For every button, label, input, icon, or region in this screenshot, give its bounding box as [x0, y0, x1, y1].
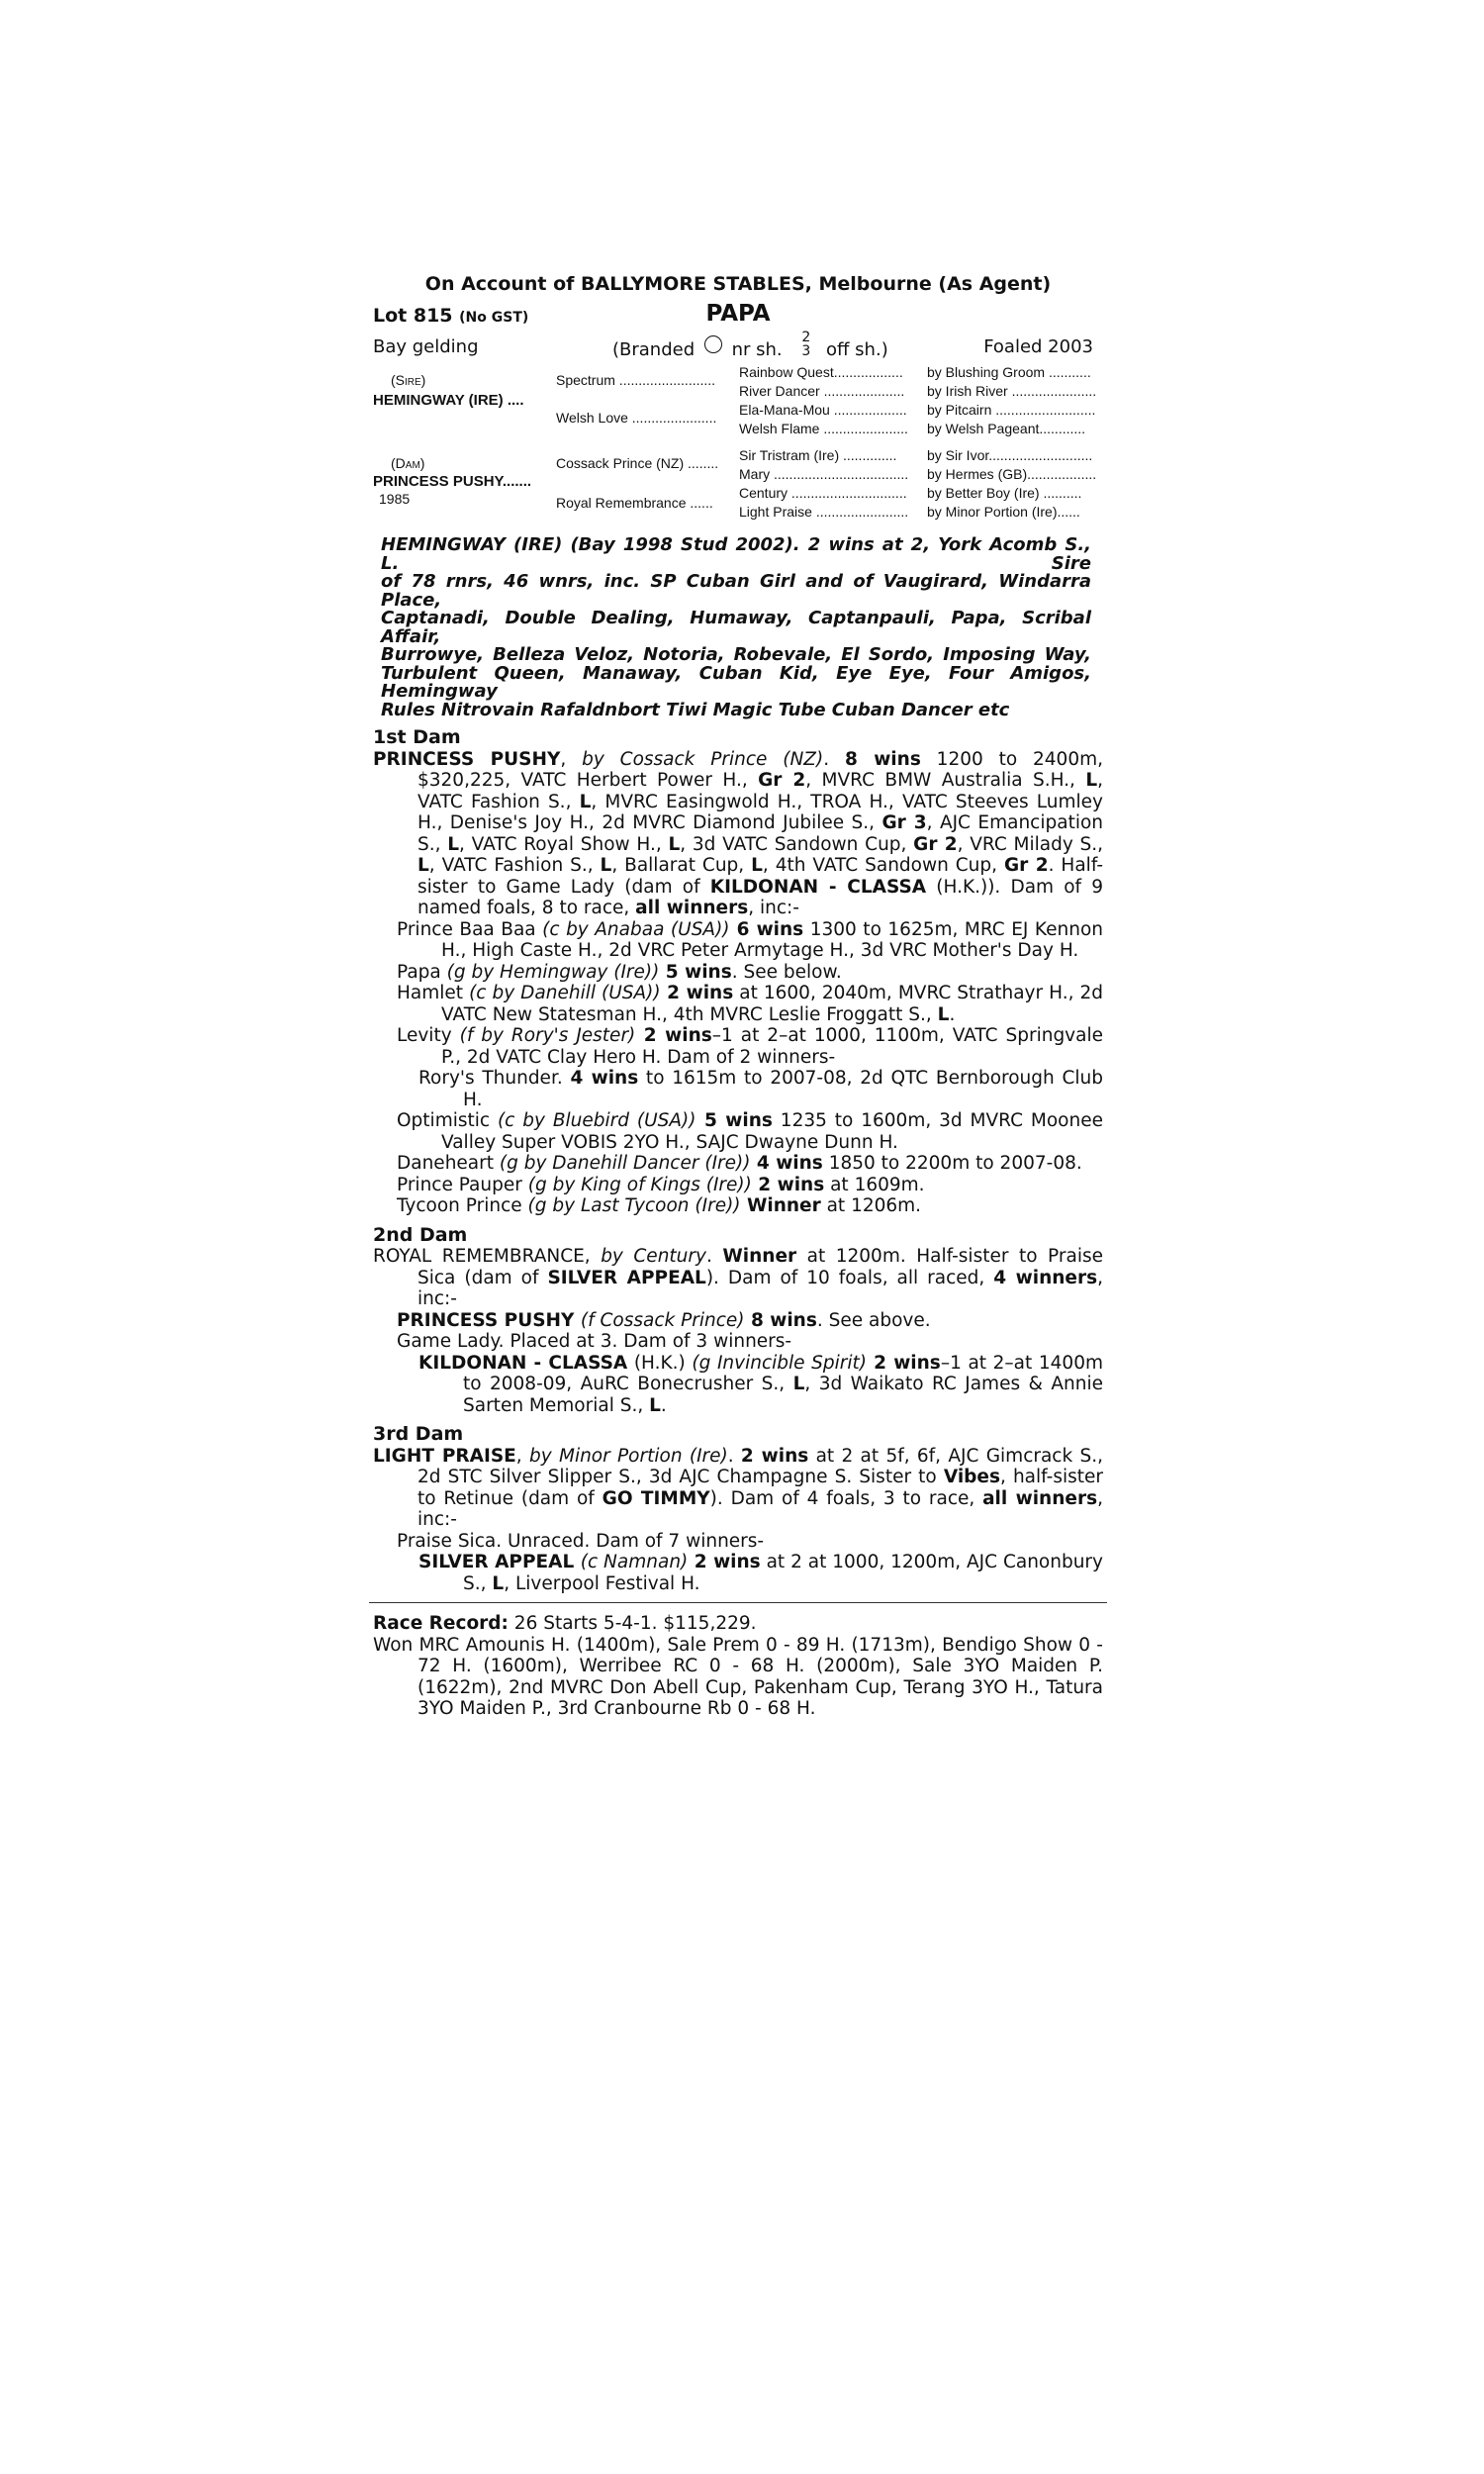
dam-name: PRINCESS PUSHY....... — [373, 473, 532, 490]
foal-record: 1850 to 2200m to 2007-08. — [822, 1153, 1082, 1174]
entry-text: . Half-sister to Game Lady (dam of — [417, 855, 1103, 898]
foal-name: KILDONAN - CLASSA — [418, 1352, 628, 1374]
third-dam-section — [373, 1424, 1103, 1594]
brand-suffix: off sh.) — [826, 339, 888, 360]
entry-text: at 2 at 5f, 6f, AJC Gimcrack S., 2d STC Silver Slipper S., 3d AJC Champagne S. Sister to — [417, 1445, 1104, 1487]
lot-label: Lot 815 — [373, 305, 453, 327]
win-count: 8 wins — [844, 748, 921, 770]
g4-sire: by Better Boy (Ire) .......... — [927, 485, 1082, 501]
foal-record: Game Lady. Placed at 3. Dam of 3 winners- — [397, 1331, 792, 1352]
entry-text: at 1200m. Half-sister to Praise Sica (dam of — [417, 1246, 1103, 1288]
win-count: Winner — [722, 1246, 797, 1267]
all-winners: all winners — [635, 898, 749, 918]
listed-label: L — [649, 1394, 661, 1416]
foal-record: at 1206m. — [820, 1195, 922, 1216]
entry-text: , VATC Fashion S., — [428, 855, 601, 876]
grade-label: Gr 3 — [881, 812, 927, 833]
g4-sire: by Pitcairn .......................... — [927, 402, 1096, 418]
winner-count: 4 winners — [993, 1267, 1098, 1288]
foal-record: –1 at 2–at 1400m to 2008-09, AuRC Bonecrusher S., — [463, 1352, 1103, 1394]
dam-dam: Royal Remembrance ...... — [556, 495, 713, 511]
listed-label: L — [792, 1374, 805, 1394]
entry-text: (H.K.) — [627, 1352, 693, 1374]
race-record-details: Won MRC Amounis H. (1400m), Sale Prem 0 - 89 H. (1713m), Bendigo Show 0 - 72 H. (1600m), Werribee RC 0 - 68 H. (2000m), Sale 3YO Maiden P. (1622m), 2nd MVRC Don Abell Cup, Pakenham Cup, Terang 3YO H., Tatura 3YO Maiden P., 3rd Cranbourne Rb 0 - 68 H. — [373, 1634, 1103, 1719]
brand-mid: nr sh. — [731, 339, 783, 360]
dam-name: LIGHT PRAISE — [373, 1445, 516, 1467]
entry-text: , VATC Fashion S., — [417, 770, 1104, 812]
foal-record: . See below. — [731, 961, 842, 983]
foal-wins: 8 wins — [744, 1309, 817, 1331]
listed-label: L — [751, 855, 763, 876]
grade-label: Gr 2 — [1003, 855, 1049, 876]
foal-wins: Winner — [740, 1195, 821, 1216]
foal-sire: (g Invincible Spirit) — [692, 1352, 867, 1374]
entry-text: , AJC Emancipation S., — [417, 812, 1104, 855]
foal-sire: (c by Anabaa (USA)) — [542, 918, 730, 940]
g3-ancestor: River Dancer ..................... — [739, 383, 905, 399]
sire-summary — [381, 536, 1091, 719]
brand-description — [612, 331, 888, 358]
entry-text: 1200 to 2400m, $320,225, VATC Herbert Power H., — [417, 748, 1103, 791]
g3-ancestor: Ela-Mana-Mou ................... — [739, 402, 907, 418]
foal-record: at 1609m. — [824, 1174, 925, 1195]
foal-record: at 2 at 1000, 1200m, AJC Canonbury S., — [463, 1552, 1103, 1594]
entry-text: , inc:- — [417, 1267, 1103, 1309]
brand-num-top: 2 — [801, 330, 811, 345]
listed-label: L — [1085, 770, 1098, 791]
foal-record: to 1615m to 2007-08, 2d QTC Bernborough Club H. — [463, 1068, 1103, 1110]
entry-text: , VRC Milady S., — [957, 833, 1104, 855]
lot-row — [373, 301, 1103, 331]
listed-label: L — [579, 791, 592, 812]
sire-summary-line: of 78 rnrs, 46 wnrs, inc. SP Cuban Girl and of Vaugirard, Windarra Place, — [381, 571, 1091, 611]
catalogue-page — [373, 273, 1103, 1720]
second-dam-entry — [373, 1246, 1103, 1310]
foal-record: Praise Sica. Unraced. Dam of 7 winners- — [397, 1530, 765, 1552]
notable-horse: GO TIMMY — [602, 1487, 710, 1509]
g3-ancestor: Mary ................................... — [739, 466, 909, 482]
foal-name: Prince Baa Baa — [397, 918, 543, 940]
foal-wins: 2 wins — [751, 1174, 825, 1195]
foal-entry — [373, 1175, 1103, 1196]
listed-label: L — [447, 833, 460, 855]
foal-sire: (f Cossack Prince) — [580, 1309, 745, 1331]
g4-sire: by Irish River ...................... — [927, 383, 1097, 399]
entry-text: , half-sister to Retinue (dam of — [417, 1467, 1103, 1509]
section-heading: 3rd Dam — [373, 1423, 464, 1445]
foal-record: at 1600, 2040m, MVRC Strathayr H., 2d VATC New Statesman H., 4th MVRC Leslie Froggatt S., — [441, 983, 1103, 1025]
entry-text: . — [705, 1246, 723, 1267]
g4-sire: by Sir Ivor........................... — [927, 447, 1093, 463]
foal-wins: 2 wins — [635, 1025, 712, 1046]
listed-label: L — [600, 855, 612, 876]
grade-label: Gr 2 — [913, 833, 958, 855]
foal-record: , 3d Waikato RC James & Annie Sarten Memorial S., — [463, 1374, 1103, 1416]
race-record-section — [373, 1613, 1103, 1720]
brand-num-bottom: 3 — [801, 343, 811, 359]
g4-sire: by Minor Portion (Ire)...... — [927, 504, 1080, 520]
dam-name: PRINCESS PUSHY — [373, 748, 561, 770]
foal-sire: (c by Bluebird (USA)) — [497, 1110, 696, 1131]
foal-record: , Liverpool Festival H. — [504, 1572, 700, 1594]
section-heading: 1st Dam — [373, 726, 461, 748]
gst-note: (No GST) — [459, 310, 529, 326]
second-dam-section — [373, 1225, 1103, 1417]
foal-name: Levity — [397, 1025, 460, 1046]
foal-name: Daneheart — [397, 1153, 500, 1174]
dam-sire: by Century — [601, 1246, 706, 1267]
foal-wins: 6 wins — [729, 918, 804, 940]
foal-sire: (g by Danehill Dancer (Ire)) — [499, 1153, 751, 1174]
foal-record: . — [660, 1394, 667, 1416]
foal-name: Tycoon Prince — [397, 1195, 528, 1216]
g3-ancestor: Welsh Flame ...................... — [739, 421, 908, 436]
race-record-summary — [373, 1613, 1103, 1635]
entry-text: , MVRC BMW Australia S.H., — [805, 770, 1086, 791]
listed-label: L — [492, 1572, 505, 1594]
entry-text: , — [515, 1445, 529, 1467]
granddam-foal-entry — [373, 1353, 1103, 1417]
brand-prefix: (Branded — [612, 339, 696, 360]
foal-entry — [373, 1195, 1103, 1217]
foal-wins: 5 wins — [696, 1110, 773, 1131]
g4-sire: by Hermes (GB).................. — [927, 466, 1097, 482]
pedigree-table — [373, 364, 1103, 526]
section-heading: 2nd Dam — [373, 1223, 468, 1246]
foal-entry — [373, 962, 1103, 984]
sire-sire: Spectrum ......................... — [556, 372, 716, 388]
entry-text: , inc:- — [748, 898, 799, 918]
foal-entry — [373, 1153, 1103, 1175]
foal-entry — [373, 1531, 1103, 1553]
foal-wins: 4 wins — [750, 1153, 823, 1174]
granddam-foal-entry — [373, 1552, 1103, 1594]
foal-entry — [373, 1310, 1103, 1332]
g3-ancestor: Light Praise ........................ — [739, 504, 909, 520]
horse-name: PAPA — [705, 301, 771, 327]
dam-sire: by Cossack Prince (NZ) — [582, 748, 824, 770]
brand-mark-icon — [704, 335, 722, 353]
g3-ancestor: Sir Tristram (Ire) .............. — [739, 447, 897, 463]
win-count: 2 wins — [740, 1445, 809, 1467]
foal-name: PRINCESS PUSHY — [397, 1309, 581, 1331]
description-row — [373, 331, 1103, 364]
sire-role-label: (Sire) — [391, 372, 426, 388]
foal-entry — [373, 1025, 1103, 1068]
sire-summary-line: Rules Nitrovain Rafaldnbort Tiwi Magic Tube Cuban Dancer etc — [381, 699, 1010, 720]
listed-label: L — [937, 1003, 950, 1025]
foal-sire: (f by Rory's Jester) — [459, 1025, 636, 1046]
dam-role-label: (Dam) — [391, 455, 425, 471]
listed-label: L — [668, 833, 681, 855]
first-dam-entry: PRINCESS PUSHY, by Cossack Prince (NZ). 8 wins 1200 to 2400m, $320,225, VATC Herbert Power H., Gr 2, MVRC BMW Australia S.H., L, VATC Fashion S., L, MVRC Easingwold H., TROA H., VATC Steeves Lumley H., Denise's Joy H., 2d MVRC Diamond Jubilee S., Gr 3, AJC Emancipation S., L, VATC Royal Show H., L, 3d VATC Sandown Cup, Gr 2, VRC Milady S., L, VATC Fashion S., L, Ballarat Cup, L, 4th VATC Sandown Cup, Gr 2. Half-sister to Game Lady (dam of KILDONAN - CLASSA (H.K.)). Dam of 9 named foals, 8 to race, all winners, inc:- — [373, 748, 1104, 918]
foal-sire: (g by Hemingway (Ire)) — [446, 961, 660, 983]
entry-text: , 4th VATC Sandown Cup, — [762, 855, 1004, 876]
foal-sire: (c by Danehill (USA)) — [469, 983, 661, 1003]
foal-wins: 5 wins — [659, 961, 732, 983]
foal-wins: 2 wins — [866, 1352, 941, 1374]
notable-horse: Vibes — [943, 1467, 1000, 1487]
dam-sire: by Minor Portion (Ire) — [528, 1445, 728, 1467]
listed-label: L — [417, 855, 429, 876]
entry-text: , VATC Royal Show H., — [459, 833, 669, 855]
foal-record: . See above. — [816, 1309, 931, 1331]
foal-wins: 2 wins — [688, 1552, 761, 1572]
sire-dam: Welsh Love ...................... — [556, 410, 717, 426]
entry-text: , MVRC Easingwold H., TROA H., VATC Steeves Lumley H., Denise's Joy H., 2d MVRC Diamond Jubilee S., — [417, 791, 1103, 833]
agent-line: On Account of BALLYMORE STABLES, Melbourne (As Agent) — [424, 273, 1052, 295]
horse-sex: Bay gelding — [373, 336, 479, 357]
foal-entry — [373, 1110, 1103, 1153]
entry-text: . — [727, 1445, 741, 1467]
race-record-stats: 26 Starts 5-4-1. $115,229. — [508, 1613, 757, 1634]
grade-label: Gr 2 — [758, 770, 806, 791]
entry-text: , Ballarat Cup, — [611, 855, 752, 876]
sire-summary-line: Burrowye, Belleza Veloz, Notoria, Robevale, El Sordo, Imposing Way, — [381, 644, 1091, 665]
third-dam-entry — [373, 1446, 1103, 1531]
sire-summary-line: Captanadi, Double Dealing, Humaway, Captanpauli, Papa, Scribal Affair, — [381, 608, 1091, 647]
entry-text: , 3d VATC Sandown Cup, — [680, 833, 914, 855]
entry-text: (H.K.)). Dam of 9 named foals, 8 to race, — [417, 876, 1103, 918]
g3-ancestor: Century .............................. — [739, 485, 907, 501]
foal-name: Optimistic — [397, 1110, 498, 1131]
foal-wins: 2 wins — [660, 983, 734, 1003]
foal-name: Prince Pauper — [397, 1174, 528, 1195]
foal-sire: (g by Last Tycoon (Ire)) — [527, 1195, 741, 1216]
foal-entry — [373, 1331, 1103, 1353]
notable-horse: KILDONAN - CLASSA — [709, 876, 927, 898]
race-record-label: Race Record: — [373, 1613, 509, 1634]
first-dam-section — [373, 727, 1103, 1217]
foal-sire: (c Namnan) — [580, 1552, 689, 1572]
granddam-foal-entry — [373, 1068, 1103, 1110]
entry-text: ). Dam of 10 foals, all raced, — [705, 1267, 994, 1288]
foal-name: SILVER APPEAL — [418, 1552, 581, 1572]
sire-summary-line: Turbulent Queen, Manaway, Cuban Kid, Eye Eye, Four Amigos, Hemingway — [381, 662, 1091, 702]
entry-text: , inc:- — [417, 1487, 1103, 1530]
dam-foal-year: 1985 — [379, 491, 411, 507]
foaled-year: Foaled 2003 — [983, 336, 1093, 357]
g4-sire: by Blushing Groom ........... — [927, 364, 1091, 380]
sire-summary-line: HEMINGWAY (IRE) (Bay 1998 Stud 2002). 2 wins at 2, York Acomb S., L. Sire — [381, 534, 1091, 574]
brand-number — [801, 331, 810, 358]
sire-name: HEMINGWAY (IRE) .... — [373, 392, 524, 409]
foal-entry — [373, 919, 1103, 962]
dam-name: ROYAL REMEMBRANCE, — [373, 1246, 602, 1267]
foal-name: Papa — [397, 961, 447, 983]
foal-sire: (g by King of Kings (Ire)) — [527, 1174, 752, 1195]
foal-record: . — [949, 1003, 956, 1025]
section-divider — [369, 1602, 1107, 1603]
g3-ancestor: Rainbow Quest.................. — [739, 364, 903, 380]
notable-horse: SILVER APPEAL — [547, 1267, 706, 1288]
foal-wins: 4 wins — [570, 1068, 639, 1089]
foal-name: Rory's Thunder. — [418, 1068, 571, 1089]
g4-sire: by Welsh Pageant............ — [927, 421, 1086, 436]
dam-sire: Cossack Prince (NZ) ........ — [556, 455, 719, 471]
foal-record: –1 at 2–at 1000, 1100m, VATC Springvale P., 2d VATC Clay Hero H. Dam of 2 winners- — [441, 1025, 1103, 1068]
foal-entry — [373, 983, 1103, 1025]
foal-record: 1235 to 1600m, 3d MVRC Moonee Valley Super VOBIS 2YO H., SAJC Dwayne Dunn H. — [441, 1110, 1103, 1153]
entry-text: ). Dam of 4 foals, 3 to race, — [709, 1487, 983, 1509]
foal-name: Hamlet — [397, 983, 470, 1003]
foal-record: 1300 to 1625m, MRC EJ Kennon H., High Caste H., 2d VRC Peter Armytage H., 3d VRC Mother's Day H. — [441, 918, 1103, 961]
all-winners: all winners — [982, 1487, 1098, 1509]
